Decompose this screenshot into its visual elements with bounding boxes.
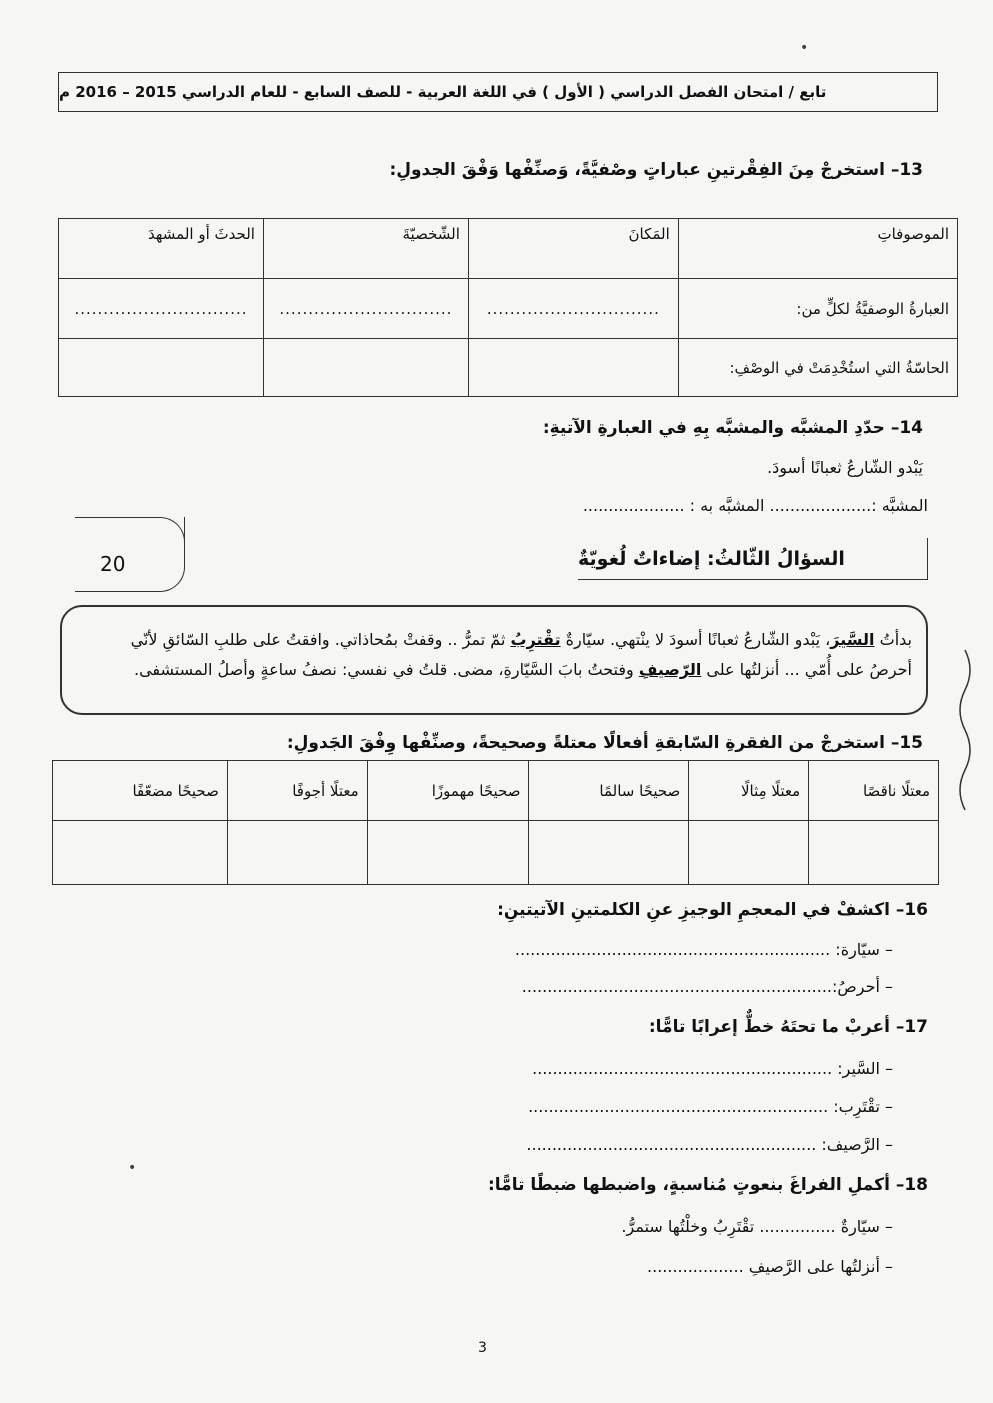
exam-header-text: تابع / امتحان الفصل الدراسي ( الأول ) في اللغة العربية - للصف السابع - للعام الدراسي 2015 – 2016 م — [59, 83, 827, 101]
cell-salim[interactable] — [529, 821, 689, 885]
header-ajwaf: معتلًا أجوفًا — [227, 761, 367, 821]
passage-text: ثمّ تمرُّ .. وقفتْ بمُحاذاتي. وافقتُ على طلبِ السّائقِ لأنّي — [130, 630, 511, 649]
question-16-number: 16– — [895, 900, 928, 920]
score-value: 20 — [100, 552, 126, 576]
header-salim: صحيحًا سالمًا — [529, 761, 689, 821]
cell-sense-place[interactable] — [468, 339, 678, 397]
question-13-text: استخرجْ مِنَ الفِقْرتينِ عباراتٍ وصْفيَّةً، وَصنِّفْها وَفْقَ الجدولِ: — [389, 160, 885, 180]
section-3-title-text: السؤالُ الثّالثُ: إضاءاتٌ لُغويّةٌ — [578, 547, 845, 570]
question-15-text: استخرجْ من الفقرةِ السّابقةِ أفعالًا معتلةً وصحيحةً، وصنِّفْها وِفْقَ الجَدولِ: — [286, 733, 885, 753]
handwritten-margin-mark — [945, 640, 985, 840]
question-13 — [223, 160, 923, 180]
header-mahmuz: صحيحًا مهموزًا — [367, 761, 529, 821]
section-3-title — [578, 538, 928, 580]
stray-dot: • — [800, 40, 809, 56]
blank-character[interactable]: .............................. — [263, 279, 468, 339]
question-16 — [328, 900, 928, 920]
row-sense-label: الحاسّةُ التي استُخْدِمَتْ في الوصْفِ: — [678, 339, 957, 397]
question-18-item[interactable]: – سيّارةٌ ............... تقْتَرِبُ وخلْتُها ستمرُّ. — [621, 1217, 893, 1236]
passage-text: أحرصُ على أُمّي ... أنزلتُها على — [701, 660, 912, 679]
passage-line-2 — [76, 655, 912, 685]
question-13-number: 13– — [890, 160, 923, 180]
blank-event[interactable]: .............................. — [59, 279, 264, 339]
underlined-word-taqtarib: تقْترِبُ — [510, 630, 561, 649]
cell-sense-event[interactable] — [59, 339, 264, 397]
question-16-text: اكشفْ في المعجمِ الوجيزِ عنِ الكلمتينِ الآتيتينِ: — [497, 900, 890, 920]
question-14-text: حدّدِ المشبَّه والمشبَّه بِهِ في العبارةِ الآتيةِ: — [542, 418, 885, 438]
passage-line-1 — [76, 625, 912, 655]
header-place: المَكانَ — [468, 219, 678, 279]
passage-box — [60, 605, 928, 715]
cell-naqis[interactable] — [809, 821, 939, 885]
question-17-item[interactable]: – تقْتَرِب: ........................................................... — [528, 1097, 893, 1116]
question-17-item[interactable]: – الرَّصيف: ......................................................... — [526, 1135, 893, 1154]
question-14-answer-line[interactable]: المشبَّه :.................... المشبَّه به : .................... — [582, 496, 928, 515]
cell-mudaaf[interactable] — [53, 821, 228, 885]
cell-sense-character[interactable] — [263, 339, 468, 397]
passage-text: بدأتُ — [874, 630, 912, 649]
row-descriptive-phrase-label: العبارةُ الوصفيَّةُ لكلٍّ من: — [678, 279, 957, 339]
score-box — [75, 517, 185, 592]
question-18-item[interactable]: – أنزلتُها على الرَّصيفِ ................... — [647, 1257, 893, 1276]
header-character: الشّخصيّةَ — [263, 219, 468, 279]
question-15 — [203, 733, 923, 753]
underlined-word-sair: السَّيرَ — [830, 630, 875, 649]
question-16-item[interactable]: – أحرصُ:............................................................. — [521, 977, 893, 996]
question-16-item[interactable]: – سيّارة: .............................................................. — [514, 940, 893, 959]
question-14-number: 14– — [890, 418, 923, 438]
header-mudaaf: صحيحًا مضعّفًا — [53, 761, 228, 821]
exam-header — [58, 72, 938, 112]
header-event: الحدثَ أو المشهدَ — [59, 219, 264, 279]
question-17-item[interactable]: – السَّير: ........................................................... — [532, 1059, 893, 1078]
header-described: الموصوفاتِ — [678, 219, 957, 279]
verbs-table — [52, 760, 939, 885]
cell-ajwaf[interactable] — [227, 821, 367, 885]
question-18-number: 18– — [895, 1175, 928, 1195]
question-18 — [328, 1175, 928, 1195]
question-15-number: 15– — [890, 733, 923, 753]
question-17 — [428, 1017, 928, 1037]
header-naqis: معتلًا ناقصًا — [809, 761, 939, 821]
cell-mithal[interactable] — [689, 821, 809, 885]
page-number: 3 — [478, 1340, 487, 1356]
passage-text: ، يَبْدو الشّارعُ ثعبانًا أسودَ لا ينْتهي. سيّارةٌ — [560, 630, 831, 649]
stray-dot: • — [128, 1160, 137, 1176]
question-14 — [323, 418, 923, 438]
question-17-text: أعربْ ما تحتَهُ خطٌّ إعرابًا تامًّا: — [648, 1017, 890, 1037]
question-18-text: أكملِ الفراغَ بنعوتٍ مُناسبةٍ، واضبطها ضبطًا تامًّا: — [488, 1175, 890, 1195]
question-14-sentence: يَبْدو الشّارعُ ثعبانًا أسودَ. — [767, 458, 923, 477]
blank-place[interactable]: .............................. — [468, 279, 678, 339]
passage-text: وفتحتُ بابَ السَّيّارةِ، مضى. قلتُ في نفسي: نصفُ ساعةٍ وأصلُ المستشفى. — [133, 660, 639, 679]
question-17-number: 17– — [895, 1017, 928, 1037]
cell-mahmuz[interactable] — [367, 821, 529, 885]
underlined-word-rasif: الرّصيفِ — [638, 660, 702, 679]
header-mithal: معتلًا مِثالًا — [689, 761, 809, 821]
descriptions-table — [58, 218, 958, 397]
